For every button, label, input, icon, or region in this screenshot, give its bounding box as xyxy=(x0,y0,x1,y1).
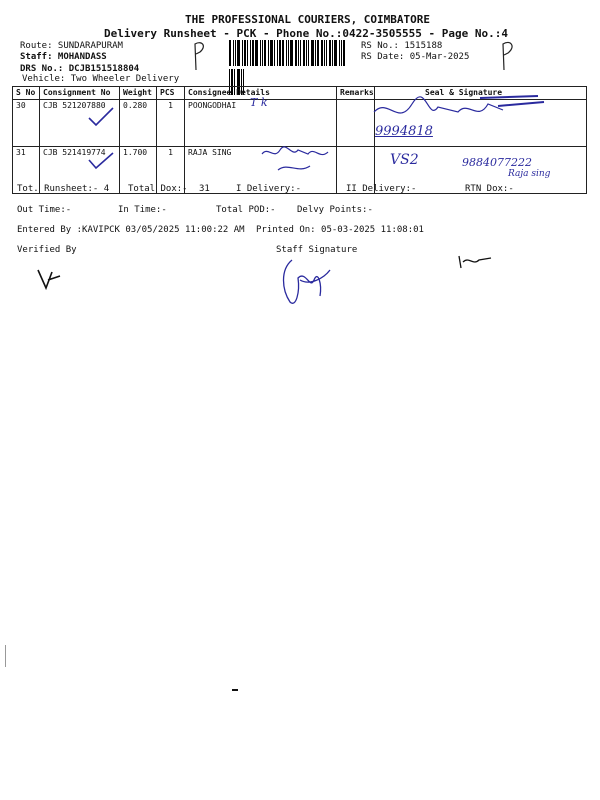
company-title: THE PROFESSIONAL COURIERS, COIMBATORE xyxy=(185,13,431,26)
col-header: PCS xyxy=(157,87,185,100)
barcode-bar xyxy=(326,40,327,66)
handwritten-note: T k xyxy=(250,96,268,109)
total-dox-value: 31 xyxy=(199,184,210,194)
runsheet-subtitle: Delivery Runsheet - PCK - Phone No.:0422-3505555 - Page No.:4 xyxy=(104,27,508,40)
signature-scribble xyxy=(258,144,348,178)
cell-pcs: 1 xyxy=(157,147,185,194)
checkmark-icon xyxy=(86,106,116,128)
drs-label: DRS No.: DCJB151518804 xyxy=(20,64,140,74)
barcode-bar xyxy=(237,40,240,66)
barcode-bar xyxy=(311,40,314,66)
vehicle-label: Vehicle: Two Wheeler Delivery xyxy=(22,74,180,84)
cell-sno: 30 xyxy=(13,100,40,147)
printed-on: Printed On: 05-03-2025 11:08:01 xyxy=(256,225,424,235)
barcode-bar xyxy=(295,40,297,66)
staff-signature-label: Staff Signature xyxy=(276,245,358,255)
barcode-bar xyxy=(235,40,236,66)
cell-consignment: CJB 521419774 xyxy=(40,147,120,194)
barcode-bar xyxy=(324,40,325,66)
col-header: Seal & Signature xyxy=(375,87,587,100)
barcode-bar xyxy=(247,40,248,66)
verified-by-label: Verified By xyxy=(17,245,77,255)
handwritten-phone: 9884077222 xyxy=(462,156,532,169)
barcode-bar xyxy=(288,40,289,66)
cell-weight: 0.280 xyxy=(120,100,157,147)
total-dox-label: Total Dox:- xyxy=(128,184,188,194)
barcode-bar xyxy=(255,40,258,66)
ii-delivery: II Delivery:- xyxy=(346,184,417,194)
barcode-bar xyxy=(306,40,307,66)
handwritten-mark xyxy=(455,252,495,272)
barcode-bar xyxy=(244,40,246,66)
out-time: Out Time:- xyxy=(17,205,72,215)
total-pod: Total POD:- xyxy=(216,205,276,215)
barcode-bar xyxy=(298,40,299,66)
barcode-bar xyxy=(308,40,309,66)
barcode-bar xyxy=(268,40,269,66)
barcode-bar xyxy=(300,40,301,66)
barcode-bar xyxy=(343,40,345,66)
barcode-bar xyxy=(329,40,331,66)
col-header: Consignee Details xyxy=(185,87,337,100)
barcode-bar xyxy=(317,40,319,66)
tot-runsheet: Tot. Runsheet:- 4 xyxy=(17,184,110,194)
stray-mark xyxy=(232,689,238,691)
handwritten-mark xyxy=(190,38,210,72)
barcode-bar xyxy=(279,40,281,66)
cell-consignee: RAJA SING xyxy=(185,147,337,194)
cell-consignment: CJB 521207880 xyxy=(40,100,120,147)
staff-label: Staff: MOHANDASS xyxy=(20,52,107,62)
barcode-bar xyxy=(233,40,234,66)
barcode xyxy=(229,40,347,66)
handwritten-note: VS2 xyxy=(390,152,419,168)
i-delivery: I Delivery:- xyxy=(236,184,302,194)
entered-by: Entered By :KAVIPCK 03/05/2025 11:00:22 AM xyxy=(17,225,245,235)
handwritten-phone: 9994818 xyxy=(375,124,433,139)
handwritten-mark xyxy=(497,38,519,72)
barcode-bar xyxy=(242,40,243,66)
barcode-bar xyxy=(339,40,340,66)
barcode-bar xyxy=(341,40,342,66)
staff-signature xyxy=(270,250,340,312)
barcode-bar xyxy=(315,40,316,66)
scan-mark xyxy=(5,645,6,667)
barcode-bar xyxy=(321,40,323,66)
col-header: Weight xyxy=(120,87,157,100)
barcode-bar xyxy=(332,40,333,66)
barcode-bar xyxy=(286,40,287,66)
barcode-bar xyxy=(229,40,231,66)
barcode-bar xyxy=(260,40,261,66)
barcode-bar xyxy=(252,40,254,66)
route-label: Route: SUNDARAPURAM xyxy=(20,41,123,51)
col-header: Consignment No xyxy=(40,87,120,100)
in-time: In Time:- xyxy=(118,205,167,215)
barcode-bar xyxy=(282,40,284,66)
handwritten-name: Raja sing xyxy=(508,169,551,179)
cell-consignee: POONGODHAI xyxy=(185,100,337,147)
col-header: Remarks xyxy=(337,87,375,100)
barcode-bar xyxy=(262,40,263,66)
cell-weight: 1.700 xyxy=(120,147,157,194)
barcode-bar xyxy=(274,40,275,66)
col-header: S No xyxy=(13,87,40,100)
rs-no-label: RS No.: 1515188 xyxy=(361,41,443,51)
barcode-bar xyxy=(303,40,305,66)
barcode-bar xyxy=(277,40,278,66)
delvy-points: Delvy Points:- xyxy=(297,205,373,215)
barcode-bar xyxy=(264,40,266,66)
verifier-signature xyxy=(34,264,64,294)
barcode-bar xyxy=(334,40,337,66)
rtn-dox: RTN Dox:- xyxy=(465,184,514,194)
checkmark-icon xyxy=(86,150,116,172)
cell-sno: 31 xyxy=(13,147,40,194)
barcode-bar xyxy=(250,40,251,66)
barcode-bar xyxy=(290,40,293,66)
cell-pcs: 1 xyxy=(157,100,185,147)
barcode-bar xyxy=(270,40,273,66)
rs-date-label: RS Date: 05-Mar-2025 xyxy=(361,52,470,62)
